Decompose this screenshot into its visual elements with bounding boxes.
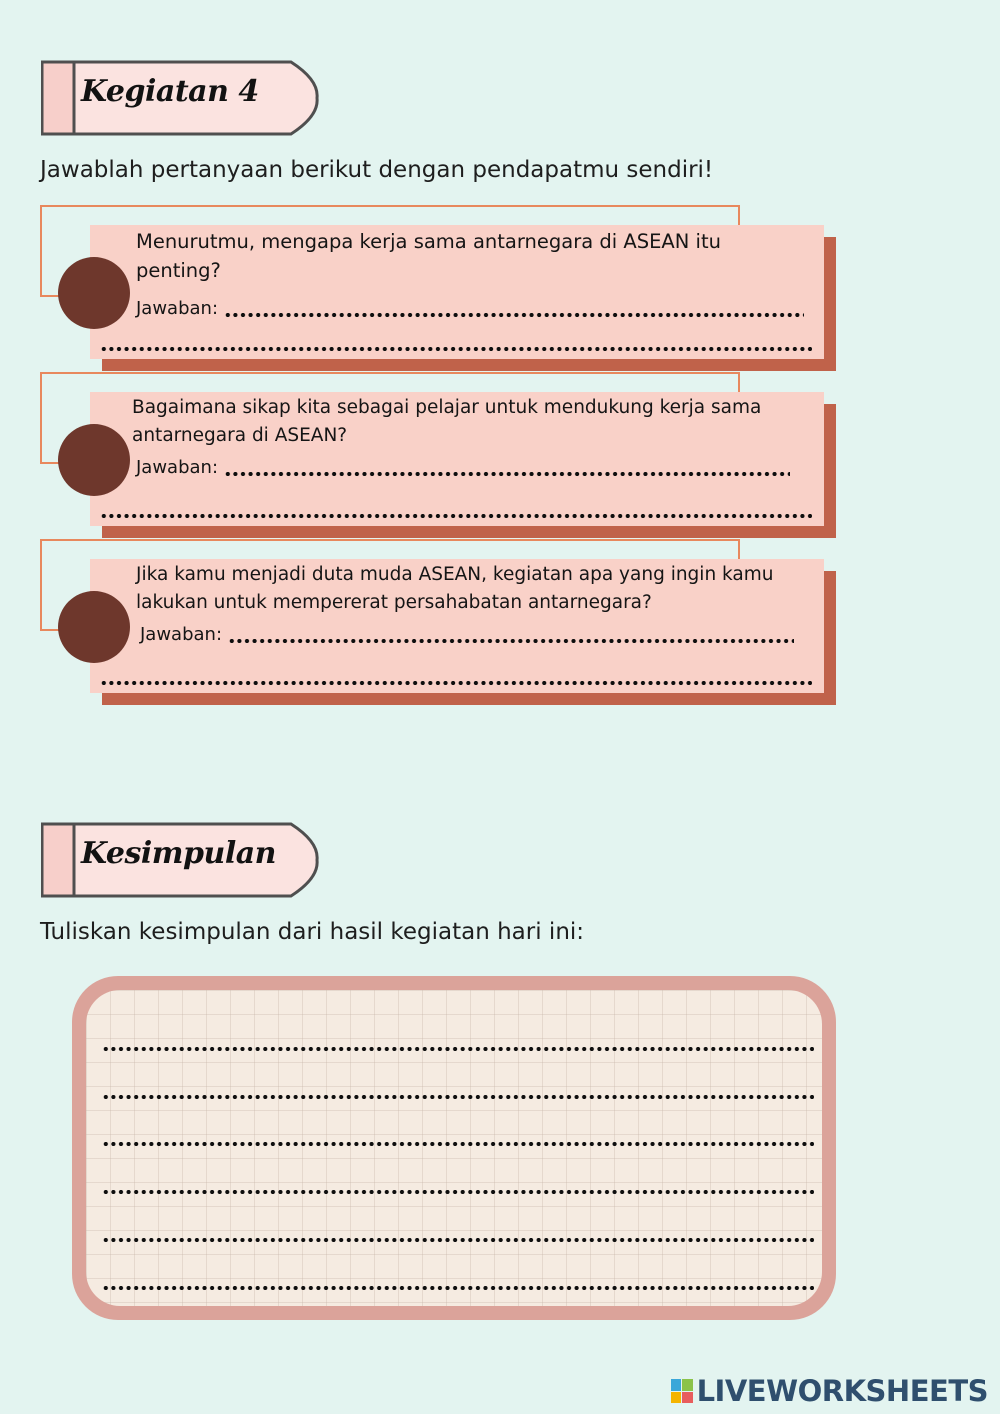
bullet-circle-icon [58, 257, 130, 329]
conclusion-input-line-6[interactable] [102, 1286, 814, 1290]
section-title: Kesimpulan [81, 836, 276, 871]
question-text: Bagaimana sikap kita sebagai pelajar untuk mendukung kerja sama antarnegara di ASEAN? [132, 397, 762, 446]
conclusion-grid-paper [86, 990, 822, 1306]
conclusion-input-line-3[interactable] [102, 1142, 814, 1146]
question-text: Menurutmu, mengapa kerja sama antarnegara di ASEAN itu penting? [136, 230, 721, 282]
liveworksheets-logo-icon [671, 1379, 693, 1403]
answer-label: Jawaban: [136, 457, 219, 478]
question-card-3 [40, 539, 840, 699]
answer-label: Jawaban: [136, 298, 219, 319]
bullet-circle-icon [58, 424, 130, 496]
answer-input-line[interactable] [224, 313, 804, 317]
question-text: Jika kamu menjadi duta muda ASEAN, kegiatan apa yang ingin kamu lakukan untuk mempererat persahabatan antarnegara? [136, 564, 774, 613]
conclusion-input-line-1[interactable] [102, 1047, 814, 1051]
section-title: Kegiatan 4 [81, 74, 259, 109]
question-card-1 [40, 205, 840, 365]
question-card-2 [40, 372, 840, 532]
answer-input-line-2[interactable] [100, 347, 812, 351]
brand-name: LIVEWORKSHEETS [696, 1374, 988, 1408]
answer-row [140, 619, 794, 645]
conclusion-input-line-5[interactable] [102, 1238, 814, 1242]
conclusion-input-line-2[interactable] [102, 1095, 814, 1099]
brand-logo [671, 1374, 988, 1408]
answer-input-line[interactable] [224, 472, 790, 476]
answer-label: Jawaban: [140, 624, 223, 645]
answer-row [136, 293, 804, 319]
answer-input-line-2[interactable] [100, 514, 812, 518]
answer-input-line-2[interactable] [100, 681, 812, 685]
section-tag-kesimpulan [41, 822, 321, 898]
answer-input-line[interactable] [228, 639, 794, 643]
conclusion-input-line-4[interactable] [102, 1190, 814, 1194]
answer-row [136, 452, 790, 478]
instruction-text: Tuliskan kesimpulan dari hasil kegiatan hari ini: [40, 919, 585, 945]
instruction-text: Jawablah pertanyaan berikut dengan pendapatmu sendiri! [40, 157, 714, 183]
bullet-circle-icon [58, 591, 130, 663]
section-tag-kegiatan [41, 60, 321, 136]
conclusion-box [72, 976, 836, 1320]
